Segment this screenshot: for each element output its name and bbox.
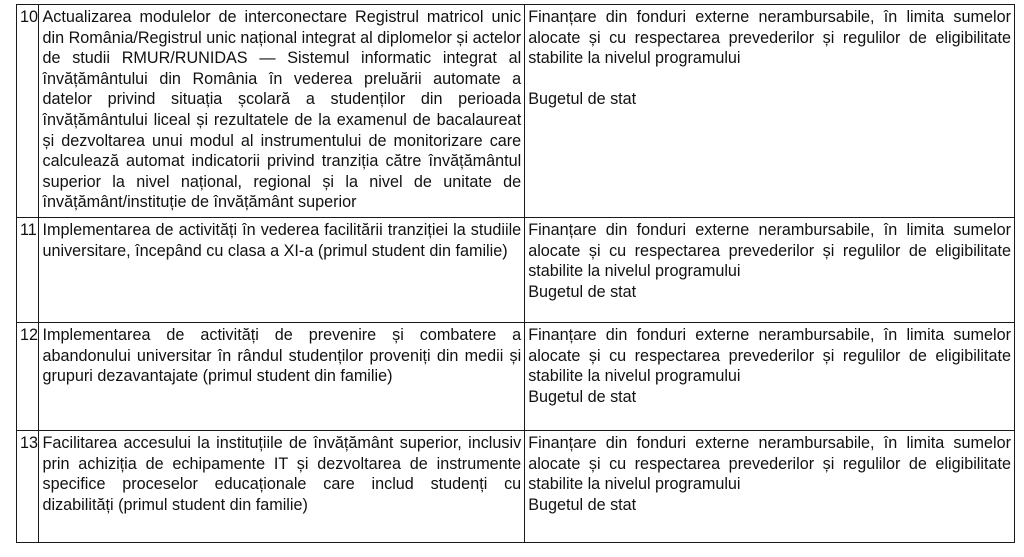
- funding-source-text: Finanțare din fonduri externe nerambursabile, în limita sumelor alocate și cu respectarea prevederilor și regulilor de eligibilitate stabilite la nivelul programului: [528, 434, 1011, 494]
- table-row: [17, 5, 1015, 218]
- funding-source-cell: [525, 5, 1015, 218]
- action-description: Actualizarea modulelor de interconectare Registrul matricol unic din România/Registrul unic național integrat al diplomelor și actelor de studii RMUR/RUNIDAS — Sistemul informatic integrat al învățământului din România în vederea preluării automate a datelor privind situația școlară a studenților din perioada învățământului liceal și rezultatele de la examenul de bacalaureat și dezvoltarea unui modul al instrumentului de monitorizare care calculează automat indicatorii privind tranziția către învățământul superior la nivel național, regional și la nivel de unitate de învățământ/instituție de învățământ superior: [39, 5, 525, 218]
- table-row: [17, 323, 1015, 431]
- action-description: Facilitarea accesului la instituțiile de învățământ superior, inclusiv prin achiziția de echipamente IT și dezvoltarea de instrumente specifice proceselor educaționale care includ studenți cu dizabilități (primul student din familie): [39, 431, 525, 543]
- action-description: Implementarea de activități de prevenire și combatere a abandonului universitar în rândul studenților proveniți din medii și grupuri dezavantajate (primul student din familie): [39, 323, 525, 431]
- state-budget-text: Bugetul de stat: [528, 90, 637, 109]
- row-number: 10: [17, 5, 39, 218]
- funding-source-cell: [525, 431, 1015, 543]
- funding-source-text: Finanțare din fonduri externe nerambursabile, în limita sumelor alocate și cu respectarea prevederilor și regulilor de eligibilitate stabilite la nivelul programului: [528, 8, 1011, 68]
- row-number: 12: [17, 323, 39, 431]
- state-budget-text: Bugetul de stat: [528, 387, 637, 406]
- funding-source-text: Finanțare din fonduri externe nerambursabile, în limita sumelor alocate și cu respectarea prevederilor și regulilor de eligibilitate stabilite la nivelul programului: [528, 326, 1011, 386]
- funding-source-cell: [525, 323, 1015, 431]
- measures-table: [16, 4, 1015, 543]
- action-description: Implementarea de activități în vederea facilitării tranziției la studiile universitare, începând cu clasa a XI-a (primul student din familie): [39, 218, 525, 323]
- table-row: [17, 431, 1015, 543]
- table-row: [17, 218, 1015, 323]
- funding-source-text: Finanțare din fonduri externe nerambursabile, în limita sumelor alocate și cu respectarea prevederilor și regulilor de eligibilitate stabilite la nivelul programului: [528, 221, 1011, 281]
- row-number: 13: [17, 431, 39, 543]
- funding-source-cell: [525, 218, 1015, 323]
- state-budget-text: Bugetul de stat: [528, 282, 637, 301]
- state-budget-text: Bugetul de stat: [528, 495, 637, 514]
- row-number: 11: [17, 218, 39, 323]
